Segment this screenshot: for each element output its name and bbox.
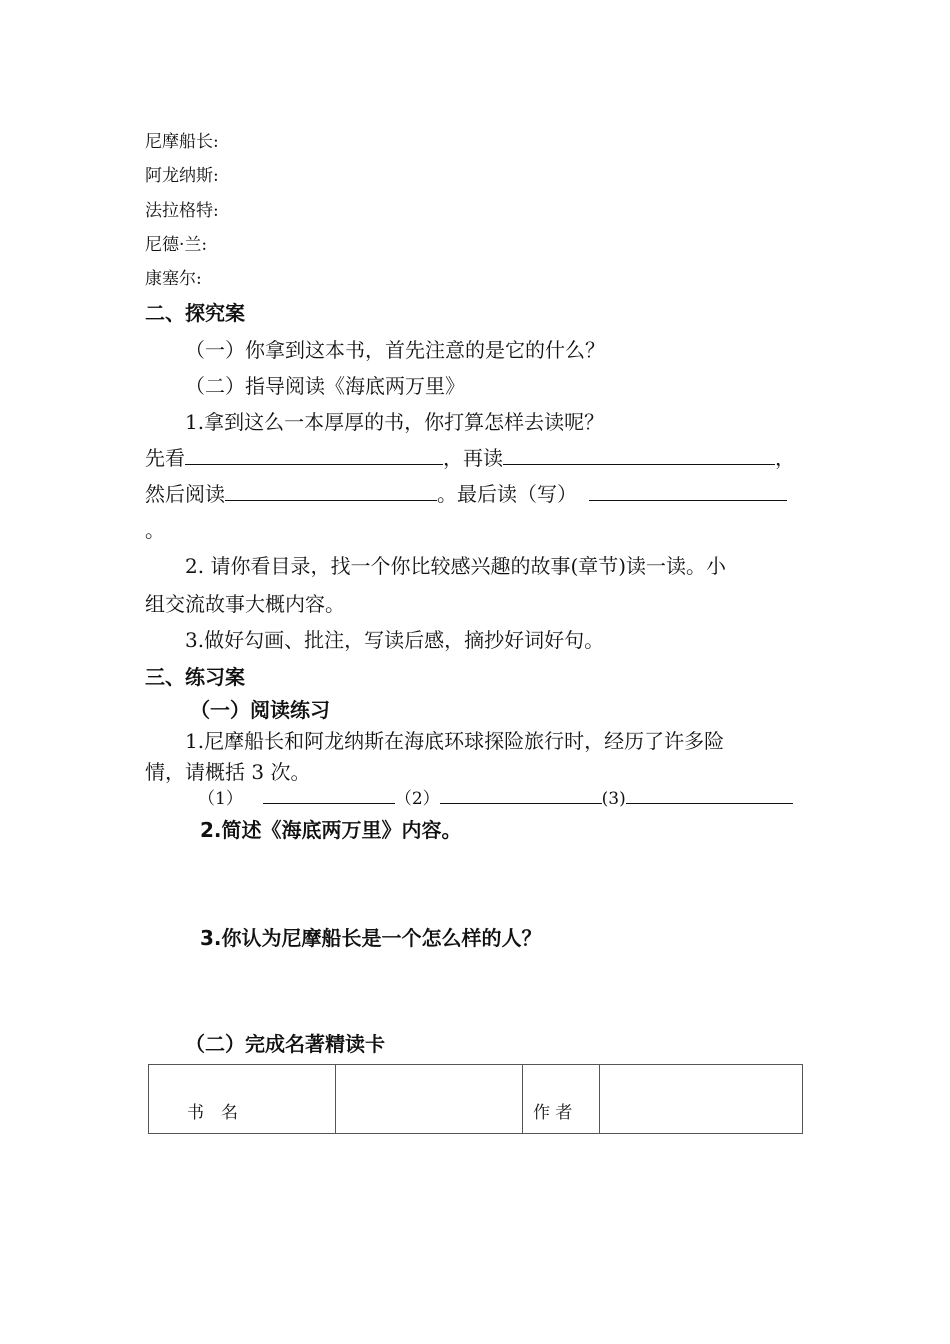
reading-card-table [148, 1064, 803, 1134]
label-last: 。最后读（写） [437, 482, 577, 506]
label-blank-1: （1） [198, 789, 243, 809]
blank-adventure-2[interactable] [440, 785, 602, 804]
adventure-blanks-row [198, 784, 793, 809]
item-table-of-contents-line2: 组交流故事大概内容。 [145, 592, 345, 616]
label-blank-3: (3) [601, 789, 626, 809]
table-row [149, 1065, 803, 1134]
question-attention: （一）你拿到这本书，首先注意的是它的什么？ [185, 338, 605, 362]
reading-plan-row1 [145, 442, 795, 471]
guided-reading-title: （二）指导阅读《海底两万里》 [185, 374, 465, 398]
blank-adventure-3[interactable] [626, 785, 793, 804]
section3-heading: 三、练习案 [145, 665, 245, 689]
reading-practice-title: （一）阅读练习 [190, 698, 330, 722]
label-first-look: 先看 [145, 446, 185, 470]
blank-adventure-1[interactable] [263, 785, 395, 804]
item-annotation: 3.做好勾画、批注，写读后感，摘抄好词好句。 [185, 628, 605, 652]
item-table-of-contents-line1: 2. 请你看目录，找一个你比较感兴趣的故事(章节)读一读。小 [185, 554, 727, 578]
blank-first-look[interactable] [185, 444, 443, 465]
reading-plan-row2 [145, 478, 787, 507]
character-nemo: 尼摩船长: [145, 132, 219, 152]
label-blank-2: （2） [394, 789, 440, 809]
author-label: 作 者 [523, 1065, 600, 1134]
section2-heading: 二、探究案 [145, 301, 245, 325]
character-aronnax: 阿龙纳斯: [145, 166, 219, 186]
question-adventures-line1: 1.尼摩船长和阿龙纳斯在海底环球探险旅行时，经历了许多险 [185, 729, 725, 753]
blank-then-read-2[interactable] [225, 480, 437, 501]
label-then: 然后阅读 [145, 482, 225, 506]
book-name-cell[interactable] [336, 1065, 523, 1134]
character-farragut: 法拉格特: [145, 201, 219, 221]
book-name-label: 书 名 [149, 1065, 336, 1134]
label-comma: ， [775, 446, 795, 470]
question-adventures-line2: 情，请概括 3 次。 [145, 760, 311, 784]
blank-then-read[interactable] [503, 444, 775, 465]
label-then-read: ，再读 [443, 446, 503, 470]
label-period: 。 [145, 518, 165, 542]
item-reading-plan: 1.拿到这么一本厚厚的书，你打算怎样去读呢？ [185, 410, 605, 434]
character-ned-land: 尼德·兰: [145, 235, 208, 255]
reading-card-title: （二）完成名著精读卡 [185, 1032, 385, 1056]
character-conseil: 康塞尔: [145, 269, 202, 289]
question-summary: 2.简述《海底两万里》内容。 [200, 818, 462, 842]
question-nemo-character: 3.你认为尼摩船长是一个怎么样的人？ [200, 926, 542, 950]
author-cell[interactable] [600, 1065, 803, 1134]
blank-last-write[interactable] [589, 480, 787, 501]
